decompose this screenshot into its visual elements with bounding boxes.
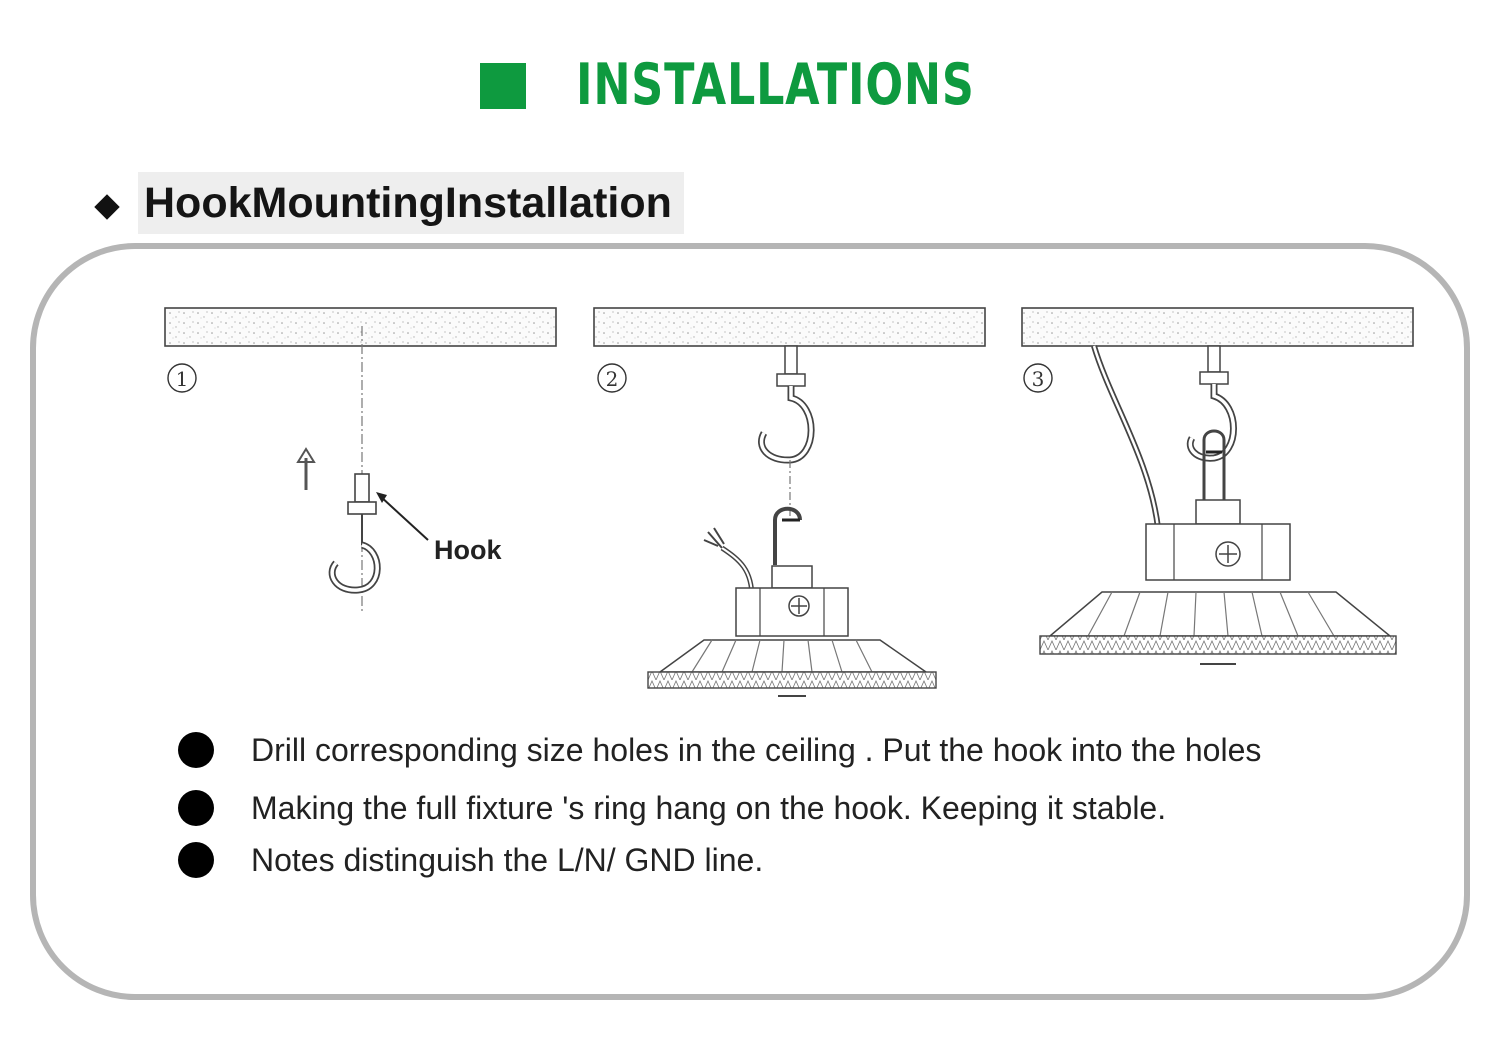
ceiling-slab-1 [165, 308, 556, 346]
step-3-number: 3 [1031, 367, 1045, 391]
instruction-text: Making the full fixture 's ring hang on the hook. Keeping it stable. [251, 790, 1167, 826]
high-bay-light-fixture-2 [648, 566, 936, 696]
step-2-number: 2 [605, 367, 619, 391]
hook-callout-label: Hook [434, 535, 502, 565]
callout-leader-line [380, 496, 428, 540]
section-title: HookMountingInstallation [138, 172, 684, 234]
step-1-number: 1 [175, 367, 189, 391]
step-3-illustration [1022, 308, 1413, 664]
page-title: INSTALLATIONS [576, 52, 975, 118]
instruction-text: Drill corresponding size holes in the ceiling . Put the hook into the holes [251, 732, 1262, 768]
fixture-ring-icon [775, 509, 800, 565]
up-arrow-icon [298, 449, 314, 490]
hooked-fixture-icon [1190, 346, 1233, 500]
step-1-illustration [165, 308, 556, 612]
high-bay-light-fixture-3 [1040, 500, 1396, 664]
hook-icon [332, 474, 377, 590]
ceiling-slab-2 [594, 308, 985, 346]
bullet-dot-icon [178, 842, 214, 878]
ceiling-hook-icon [762, 346, 812, 460]
bullet-dot-icon [178, 790, 214, 826]
power-cable-icon-3 [1094, 346, 1158, 528]
ceiling-slab-3 [1022, 308, 1413, 346]
instruction-text: Notes distinguish the L/N/ GND line. [251, 842, 764, 878]
step-2-illustration [594, 308, 985, 696]
bullet-dot-icon [178, 732, 214, 768]
